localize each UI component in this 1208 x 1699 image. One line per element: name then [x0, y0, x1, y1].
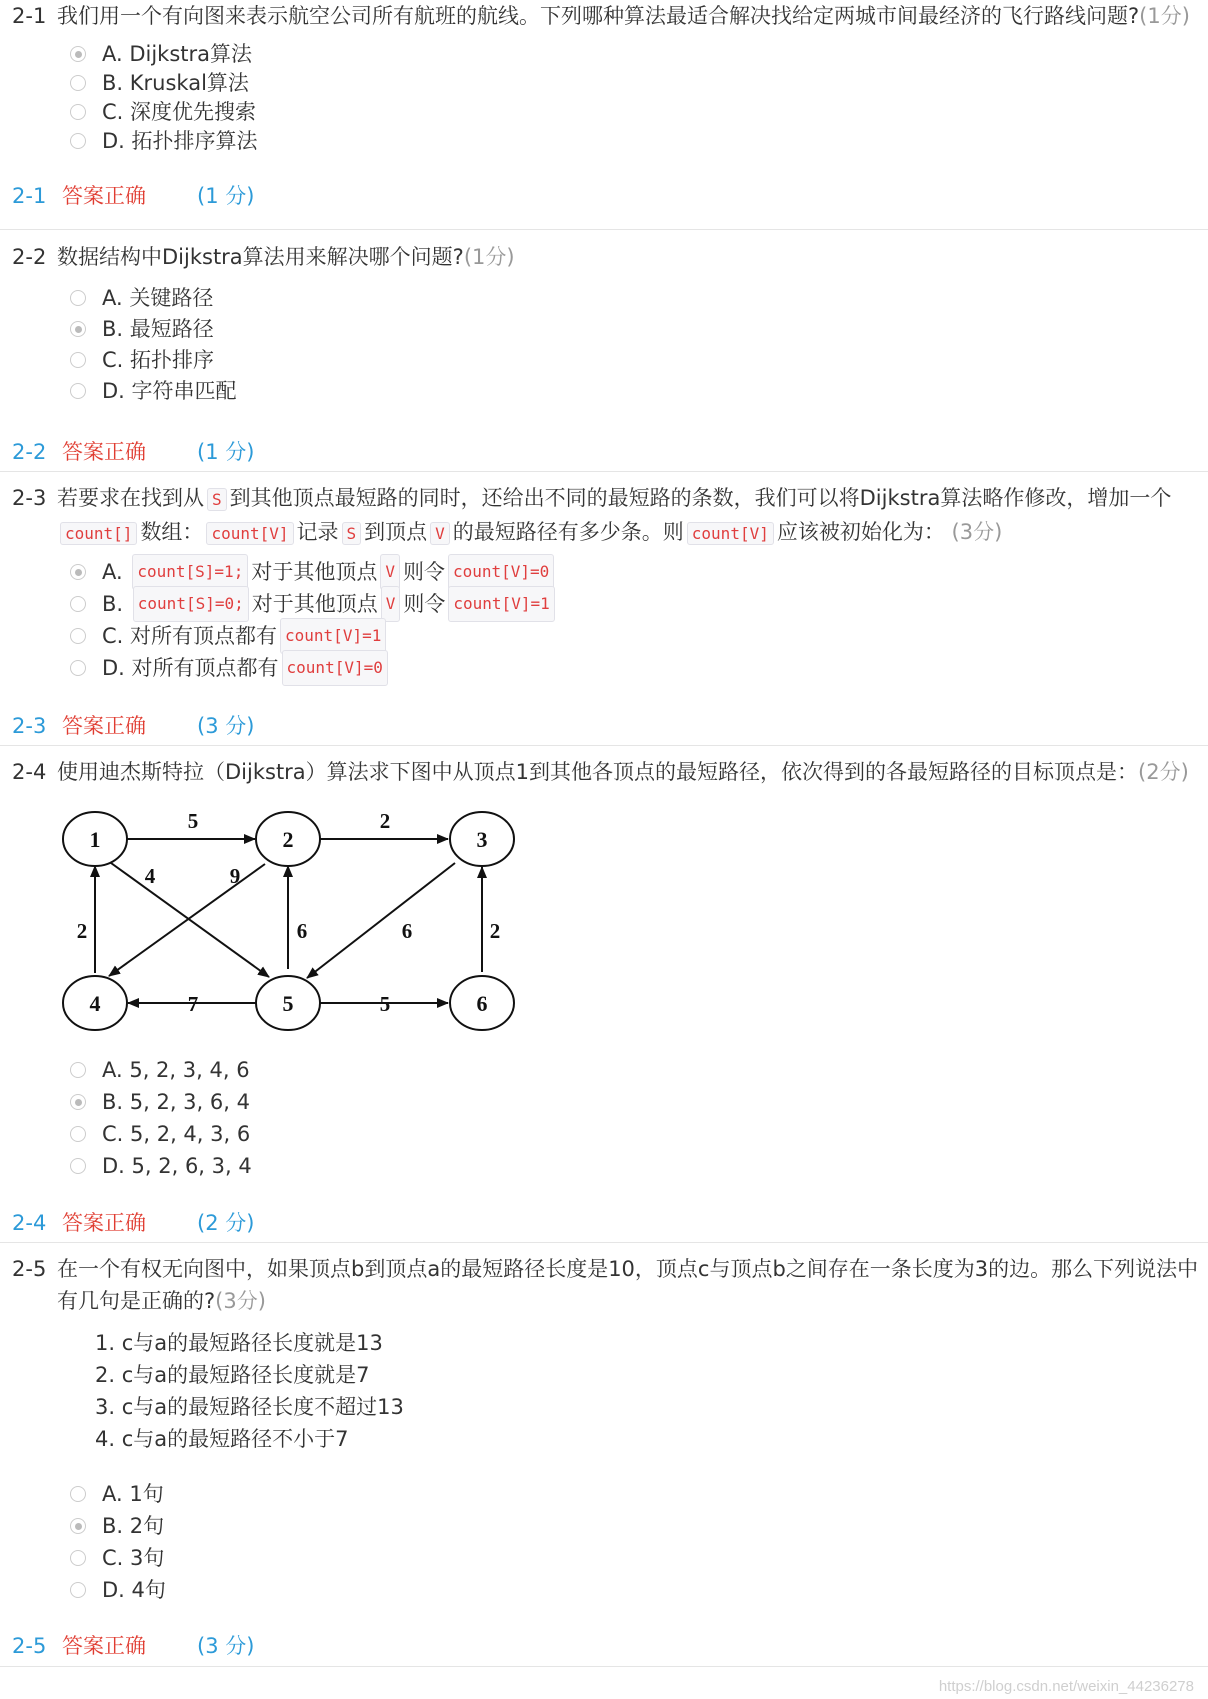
status-correct: 答案正确: [62, 440, 146, 464]
radio-button[interactable]: [70, 1550, 86, 1566]
option-a[interactable]: A. 1句: [70, 1478, 164, 1510]
question-text: 我们用一个有向图来表示航空公司所有航班的航线。下列哪种算法最适合解决找给定两城市间最经济的飞行路线问题?(1分): [57, 4, 1190, 28]
option-d[interactable]: D. 5, 2, 6, 3, 4: [70, 1150, 252, 1182]
question-2-4: [12, 756, 1208, 788]
node-label: 4: [89, 991, 101, 1016]
option-a[interactable]: A. 关键路径: [70, 282, 213, 314]
answer-result: 2-4 答案正确 (2 分): [12, 1208, 254, 1238]
radio-button[interactable]: [70, 321, 86, 337]
divider: [0, 1242, 1208, 1243]
statement-1: 1. c与a的最短路径长度就是13: [95, 1331, 383, 1355]
option-c[interactable]: C. 5, 2, 4, 3, 6: [70, 1118, 250, 1150]
edge-weight: 6: [401, 919, 413, 943]
radio-button[interactable]: [70, 352, 86, 368]
node-label: 6: [476, 991, 488, 1016]
question-number: 2-4: [12, 760, 47, 784]
divider: [0, 745, 1208, 746]
question-header: [12, 482, 1208, 550]
option-b[interactable]: B. 最短路径: [70, 313, 214, 345]
option-b[interactable]: B. Kruskal算法: [70, 67, 249, 99]
question-number: 2-1: [12, 4, 47, 28]
statement-4: 4. c与a的最短路径不小于7: [95, 1427, 349, 1451]
edge-2-4: [109, 864, 265, 976]
radio-button[interactable]: [70, 46, 86, 62]
edge-3-5: [307, 863, 455, 978]
node-label: 3: [476, 827, 488, 852]
radio-button[interactable]: [70, 1126, 86, 1142]
node-label: 2: [282, 827, 294, 852]
radio-button[interactable]: [70, 1062, 86, 1078]
radio-button[interactable]: [70, 1486, 86, 1502]
edge-weight: 4: [144, 864, 156, 888]
question-header: [12, 241, 1208, 273]
divider: [0, 471, 1208, 472]
radio-button[interactable]: [70, 1518, 86, 1534]
question-number: 2-2: [12, 245, 47, 269]
option-c[interactable]: C. 深度优先搜索: [70, 96, 256, 128]
option-d[interactable]: D. 字符串匹配: [70, 375, 237, 407]
question-points: (1分): [1139, 4, 1190, 28]
question-header: [12, 1253, 1208, 1317]
option-d[interactable]: D. 拓扑排序算法: [70, 125, 258, 157]
edge-weight: 2: [379, 809, 391, 833]
answer-result: 2-5 答案正确 (3 分): [12, 1631, 254, 1661]
radio-button[interactable]: [70, 104, 86, 120]
divider: [0, 1666, 1208, 1667]
radio-button[interactable]: [70, 290, 86, 306]
question-2-3: [12, 482, 1208, 550]
radio-button[interactable]: [70, 660, 86, 676]
option-d[interactable]: D. 4句: [70, 1574, 166, 1606]
question-number: 2-3: [12, 486, 47, 510]
question-text: 在一个有权无向图中，如果顶点b到顶点a的最短路径长度是10，顶点c与顶点b之间存在一条长度为3的边。那么下列说法中有几句是正确的?(3分): [57, 1257, 1199, 1313]
question-2-2: [12, 241, 1208, 273]
radio-button[interactable]: [70, 383, 86, 399]
question-header: [12, 756, 1208, 788]
edge-weight: 9: [229, 864, 241, 888]
radio-button[interactable]: [70, 1094, 86, 1110]
option-b[interactable]: B. 2句: [70, 1510, 164, 1542]
node-label: 1: [89, 827, 101, 852]
question-2-1: [12, 0, 1208, 32]
question-number: 2-5: [12, 1257, 47, 1281]
radio-button[interactable]: [70, 596, 86, 612]
edge-weight: 7: [187, 992, 199, 1016]
option-a[interactable]: A. count[S]=1; 对于其他顶点 V 则令 count[V]=0: [70, 556, 557, 588]
question-text: 数据结构中Dijkstra算法用来解决哪个问题?(1分): [57, 245, 515, 269]
option-d[interactable]: D. 对所有顶点都有 count[V]=0: [70, 652, 391, 684]
answer-result: 2-1 答案正确 (1 分): [12, 181, 254, 211]
option-c[interactable]: C. 对所有顶点都有 count[V]=1: [70, 620, 389, 652]
node-label: 5: [282, 991, 294, 1016]
question-points: (3分): [951, 520, 1003, 544]
edge-weight: 5: [379, 992, 391, 1016]
option-a[interactable]: A. Dijkstra算法: [70, 38, 252, 70]
statement-3: 3. c与a的最短路径长度不超过13: [95, 1395, 404, 1419]
radio-button[interactable]: [70, 75, 86, 91]
option-a[interactable]: A. 5, 2, 3, 4, 6: [70, 1054, 250, 1086]
option-b[interactable]: B. count[S]=0; 对于其他顶点 V 则令 count[V]=1: [70, 588, 558, 620]
status-correct: 答案正确: [62, 714, 146, 738]
graph-diagram: [55, 800, 525, 1045]
option-b[interactable]: B. 5, 2, 3, 6, 4: [70, 1086, 250, 1118]
question-points: (3分): [215, 1289, 266, 1313]
status-correct: 答案正确: [62, 184, 146, 208]
radio-button[interactable]: [70, 1158, 86, 1174]
radio-button[interactable]: [70, 628, 86, 644]
question-points: (2分): [1138, 760, 1189, 784]
option-c[interactable]: C. 3句: [70, 1542, 164, 1574]
edge-weight: 6: [296, 919, 308, 943]
divider: [0, 229, 1208, 230]
edge-weight: 5: [187, 809, 199, 833]
edge-weight: 2: [76, 919, 88, 943]
edge-1-5: [111, 863, 269, 977]
edge-weight: 2: [489, 919, 501, 943]
question-header: [12, 0, 1208, 32]
answer-result: 2-2 答案正确 (1 分): [12, 437, 254, 467]
option-c[interactable]: C. 拓扑排序: [70, 344, 214, 376]
question-2-5: [12, 1253, 1208, 1317]
radio-button[interactable]: [70, 1582, 86, 1598]
status-correct: 答案正确: [62, 1634, 146, 1658]
question-text: 使用迪杰斯特拉（Dijkstra）算法求下图中从顶点1到其他各顶点的最短路径，依次得到的各最短路径的目标顶点是：(2分): [57, 760, 1189, 784]
status-correct: 答案正确: [62, 1211, 146, 1235]
question-points: (1分): [463, 245, 515, 269]
watermark: https://blog.csdn.net/weixin_44236278: [938, 1678, 1194, 1695]
answer-result: 2-3 答案正确 (3 分): [12, 711, 254, 741]
question-text: 若要求在找到从 S 到其他顶点最短路的同时，还给出不同的最短路的条数，我们可以将Dijkstra算法略作修改，增加一个 count[] 数组： count[V] 记录 S 到顶点 V 的最短路径有多少条。则 count[V] 应该被初始化为： (3分): [57, 486, 1172, 544]
statement-2: 2. c与a的最短路径长度就是7: [95, 1363, 370, 1387]
radio-button[interactable]: [70, 564, 86, 580]
radio-button[interactable]: [70, 133, 86, 149]
